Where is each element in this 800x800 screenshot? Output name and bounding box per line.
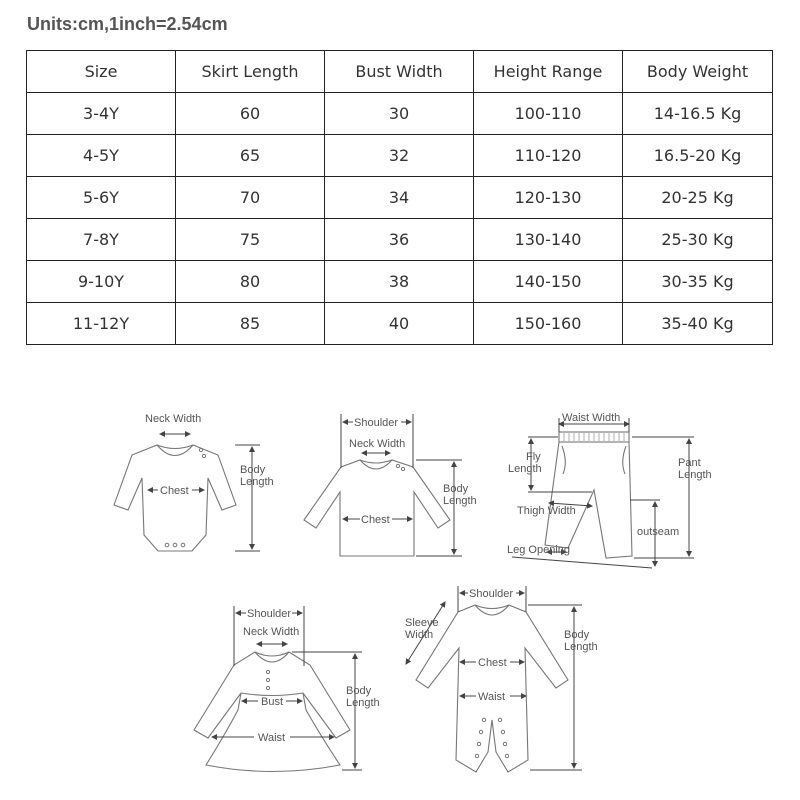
romper-chest-label: Chest (478, 657, 507, 669)
shirt-body-length-label-2: Length (443, 495, 477, 507)
header-height-range: Height Range (474, 51, 623, 93)
cell-size: 7-8Y (27, 219, 176, 261)
dress-bust-label: Bust (261, 696, 284, 708)
header-size: Size (27, 51, 176, 93)
cell-body-weight: 30-35 Kg (623, 261, 773, 303)
cell-skirt-length: 75 (176, 219, 325, 261)
cell-body-weight: 16.5-20 Kg (623, 135, 773, 177)
shirt-outline (304, 460, 450, 556)
dress-waist-label: Waist (258, 732, 286, 744)
cell-height-range: 150-160 (474, 303, 623, 345)
cell-bust-width: 40 (325, 303, 474, 345)
cell-size: 5-6Y (27, 177, 176, 219)
cell-size: 9-10Y (27, 261, 176, 303)
romper-outline (416, 605, 568, 772)
shirt-buttons (396, 464, 404, 470)
dress-body-length-label-1: Body (346, 685, 372, 697)
romper-shoulder-label: Shoulder (469, 588, 514, 600)
pants-pant-length-label-2: Length (678, 469, 712, 481)
bodysuit-buttons (165, 448, 205, 546)
pants-pockets (562, 446, 626, 474)
pants-fly-length-label-1: Fly (526, 451, 541, 463)
cell-body-weight: 14-16.5 Kg (623, 93, 773, 135)
shirt-body-length-label-1: Body (443, 483, 469, 495)
dress-body-length-label-2: Length (346, 697, 380, 709)
pants-fly-length-label-2: Length (508, 463, 542, 475)
pants-thigh-width-label: Thigh Width (517, 505, 576, 517)
romper-sleeve-width-label-2: Width (405, 629, 434, 641)
cell-bust-width: 38 (325, 261, 474, 303)
cell-skirt-length: 65 (176, 135, 325, 177)
cell-bust-width: 36 (325, 219, 474, 261)
romper-body-length-label-1: Body (564, 629, 590, 641)
pants-waist-width-label: Waist Width (562, 412, 621, 424)
romper-sleeve-width-label-1: Sleeve (405, 617, 439, 629)
cell-skirt-length: 80 (176, 261, 325, 303)
pants-leg-opening-label: Leg Opening (507, 544, 570, 556)
pants-outline (545, 442, 632, 558)
leg-opening-guide (512, 557, 652, 568)
shirt-chest-label: Chest (361, 514, 390, 526)
shirt-diagram (304, 414, 477, 556)
romper-diagram (405, 586, 598, 772)
bodysuit-diagram (114, 413, 274, 551)
cell-size: 11-12Y (27, 303, 176, 345)
cell-size: 3-4Y (27, 93, 176, 135)
header-skirt-length: Skirt Length (176, 51, 325, 93)
cell-skirt-length: 85 (176, 303, 325, 345)
cell-skirt-length: 70 (176, 177, 325, 219)
cell-bust-width: 30 (325, 93, 474, 135)
shirt-shoulder-label: Shoulder (354, 417, 399, 429)
cell-body-weight: 35-40 Kg (623, 303, 773, 345)
cell-bust-width: 34 (325, 177, 474, 219)
cell-height-range: 110-120 (474, 135, 623, 177)
cell-body-weight: 25-30 Kg (623, 219, 773, 261)
cell-skirt-length: 60 (176, 93, 325, 135)
cell-bust-width: 32 (325, 135, 474, 177)
cell-height-range: 130-140 (474, 219, 623, 261)
bodysuit-outline (114, 445, 236, 551)
pants-pant-length-label-1: Pant (678, 457, 701, 469)
pants-waistband-ribbing (564, 433, 624, 441)
pants-outseam-label: outseam (637, 526, 680, 538)
romper-waist-label: Waist (478, 691, 506, 703)
cell-height-range: 100-110 (474, 93, 623, 135)
dress-neck-width-label: Neck Width (243, 626, 300, 638)
header-body-weight: Body Weight (623, 51, 773, 93)
dress-shoulder-label: Shoulder (247, 608, 292, 620)
cell-body-weight: 20-25 Kg (623, 177, 773, 219)
cell-height-range: 120-130 (474, 177, 623, 219)
dress-buttons (266, 670, 269, 689)
bodysuit-body-length-label-1: Body (240, 464, 266, 476)
cell-size: 4-5Y (27, 135, 176, 177)
dress-diagram (194, 606, 380, 772)
header-bust-width: Bust Width (325, 51, 474, 93)
bodysuit-chest-label: Chest (160, 485, 189, 497)
romper-body-length-label-2: Length (564, 641, 598, 653)
dress-outline (194, 652, 350, 772)
cell-height-range: 140-150 (474, 261, 623, 303)
units-note: Units:cm,1inch=2.54cm (27, 14, 228, 34)
bodysuit-body-length-label-2: Length (240, 476, 274, 488)
shirt-neck-width-label: Neck Width (349, 438, 406, 450)
pants-diagram (507, 412, 712, 568)
bodysuit-neck-width-label: Neck Width (145, 413, 202, 425)
